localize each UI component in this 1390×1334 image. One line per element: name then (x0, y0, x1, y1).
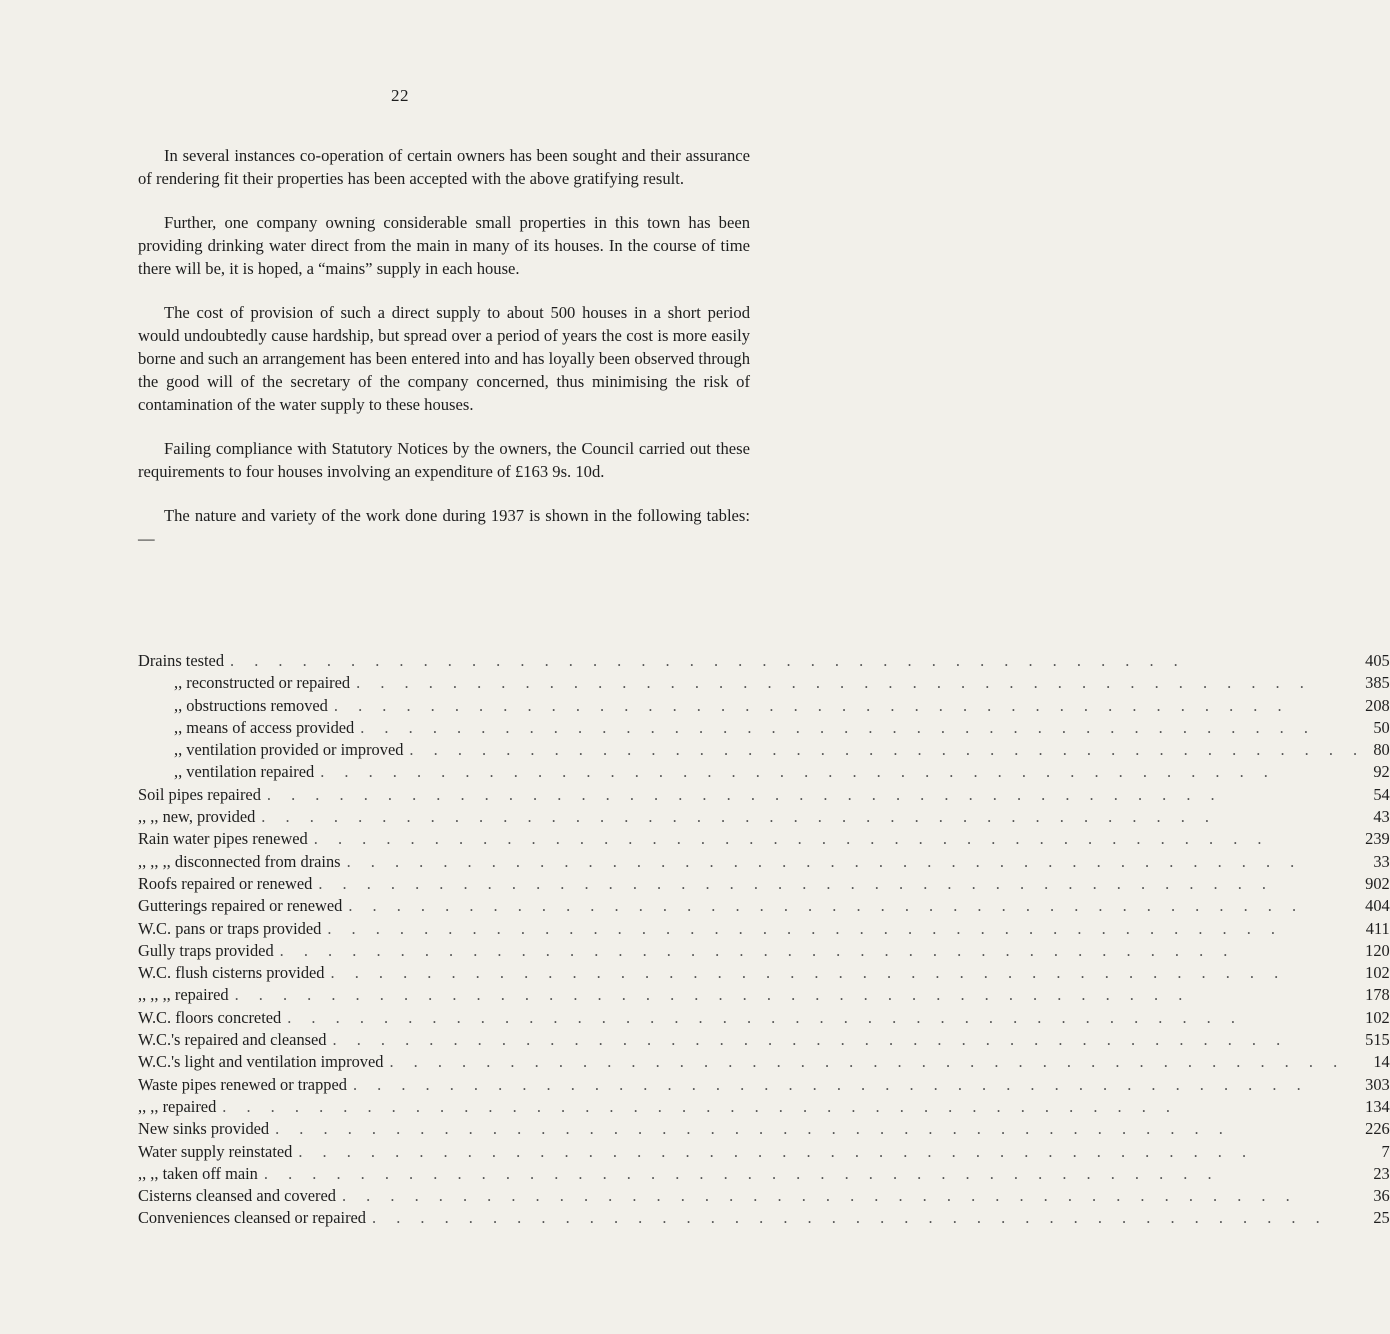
work-item-label: Soil pipes repaired (138, 785, 267, 804)
table-row (138, 672, 1390, 694)
paragraph: Failing compliance with Statutory Notices by the owners, the Council carried out these requirements to four houses involving an expenditure of £163 9s. 10d. (138, 439, 750, 481)
work-item-cell (138, 940, 1365, 962)
table-row (138, 828, 1390, 850)
work-item-cell (138, 1141, 1365, 1163)
work-item-cell (138, 1207, 1365, 1229)
dot-leader: . . . . . . . . . . . . . . . . . . . . . . . . . . . . . . . . . . . . . . . . (275, 1119, 1231, 1139)
dot-leader: . . . . . . . . . . . . . . . . . . . . . . . . . . . . . . . . . . . . . . . . (360, 717, 1316, 737)
work-item-count: 515 (1365, 1030, 1390, 1050)
table-row (138, 806, 1390, 828)
work-item-count: 43 (1373, 807, 1390, 827)
work-item-label: Conveniences cleansed or repaired (138, 1208, 372, 1227)
work-item-count: 33 (1373, 851, 1390, 871)
dot-leader: . . . . . . . . . . . . . . . . . . . . . . . . . . . . . . . . . . . . . . . . (263, 1163, 1220, 1183)
dot-leader: . . . . . . . . . . . . . . . . . . . . . . . . . . . . . . . . . . . . . . . . (352, 1074, 1309, 1094)
work-item-cell (138, 873, 1365, 895)
work-item-cell (138, 1007, 1365, 1029)
table-row (138, 962, 1390, 984)
work-item-cell (138, 984, 1365, 1006)
work-item-cell (138, 784, 1365, 806)
table-row (138, 1096, 1390, 1118)
dot-leader: . . . . . . . . . . . . . . . . . . . . . . . . . . . . . . . . . . . . . . . . (261, 807, 1218, 827)
table-row (138, 984, 1390, 1006)
table-row (138, 761, 1390, 783)
work-item-label: ,, ventilation repaired (174, 762, 320, 781)
dot-leader: . . . . . . . . . . . . . . . . . . . . . . . . . . . . . . . . . . . . . . . . (230, 651, 1186, 670)
work-item-count: 50 (1373, 717, 1390, 737)
dot-leader: . . . . . . . . . . . . . . . . . . . . . . . . . . . . . . . . . . . . . . . . (318, 873, 1275, 893)
work-item-count: 303 (1365, 1074, 1390, 1094)
work-item-label: Cisterns cleansed and covered (138, 1186, 342, 1205)
paragraph: Further, one company owning considerable small properties in this town has been providing drinking water direct from the main in many of its houses. In the course of time there will be, it is hoped, a “mains” supply in each house. (138, 213, 750, 278)
work-item-cell (138, 1163, 1365, 1185)
work-item-count: 14 (1373, 1052, 1390, 1072)
work-item-cell (138, 739, 1365, 761)
work-item-label: New sinks provided (138, 1119, 275, 1138)
dot-leader: . . . . . . . . . . . . . . . . . . . . . . . . . . . . . . . . . . . . . . . . (327, 918, 1284, 938)
work-item-cell (138, 962, 1365, 984)
table-row (138, 1029, 1390, 1051)
work-item-count: 102 (1365, 1007, 1390, 1027)
work-item-count: 385 (1365, 673, 1390, 693)
work-item-label: ,, ,, repaired (138, 1097, 222, 1116)
work-item-cell (138, 761, 1365, 783)
page-number: 22 (391, 86, 409, 105)
work-item-label: Roofs repaired or renewed (138, 874, 318, 893)
dot-leader: . . . . . . . . . . . . . . . . . . . . . . . . . . . . . . . . . . . . . . . . (333, 695, 1290, 715)
work-item-cell (138, 717, 1365, 739)
work-item-label: Water supply reinstated (138, 1142, 298, 1161)
dot-leader: . . . . . . . . . . . . . . . . . . . . . . . . . . . . . . . . . . . . . . . . (348, 896, 1305, 916)
paragraph: The cost of provision of such a direct supply to about 500 houses in a short period would undoubtedly cause hardship, but spread over a period of years the cost is more easily borne and such an arrangement has been entered into and has loyally been observed through the good will of the secretary of the company concerned, thus minimising the risk of contamination of the water supply to these houses. (138, 303, 750, 414)
work-item-label: W.C. pans or traps provided (138, 919, 327, 938)
work-item-count: 23 (1373, 1163, 1390, 1183)
work-item-cell (138, 806, 1365, 828)
work-item-cell (138, 895, 1365, 917)
table-row (138, 1118, 1390, 1140)
table-row (138, 1207, 1390, 1229)
work-item-count: 102 (1365, 963, 1390, 983)
work-item-label: ,, reconstructed or repaired (174, 673, 356, 692)
work-item-label: Waste pipes renewed or trapped (138, 1075, 353, 1094)
work-item-count: 120 (1365, 940, 1390, 960)
work-item-count: 411 (1365, 918, 1390, 938)
dot-leader: . . . . . . . . . . . . . . . . . . . . . . . . . . . . . . . . . . . . . . . . (332, 1030, 1289, 1050)
dot-leader: . . . . . . . . . . . . . . . . . . . . . . . . . . . . . . . . . . . . . . . . (287, 1007, 1243, 1027)
dot-leader: . . . . . . . . . . . . . . . . . . . . . . . . . . . . . . . . . . . . . . . . (330, 963, 1287, 983)
table-row (138, 739, 1390, 761)
table-row (138, 1185, 1390, 1207)
work-item-label: Drains tested (138, 651, 230, 670)
table-row (138, 851, 1390, 873)
work-item-count: 404 (1365, 896, 1390, 916)
work-item-label: Rain water pipes renewed (138, 829, 314, 848)
table-row (138, 1007, 1390, 1029)
work-item-cell (138, 1074, 1365, 1096)
work-item-label: ,, obstructions removed (174, 696, 334, 715)
work-item-count: 36 (1373, 1186, 1390, 1206)
work-item-cell (138, 1096, 1365, 1118)
table-row (138, 695, 1390, 717)
dot-leader: . . . . . . . . . . . . . . . . . . . . . . . . . . . . . . . . . . . . . . . . (409, 740, 1366, 760)
work-item-count: 92 (1373, 762, 1390, 782)
work-item-label: ,, ventilation provided or improved (174, 740, 409, 759)
work-item-label: ,, means of access provided (174, 718, 360, 737)
table-row (138, 717, 1390, 739)
table-row (138, 940, 1390, 962)
dot-leader: . . . . . . . . . . . . . . . . . . . . . . . . . . . . . . . . . . . . . . . . (313, 829, 1270, 849)
table-row (138, 1141, 1390, 1163)
table-row (138, 873, 1390, 895)
work-item-label: Gutterings repaired or renewed (138, 896, 348, 915)
work-item-count: 902 (1365, 873, 1390, 893)
table-row (138, 650, 1390, 672)
work-item-label: ,, ,, ,, disconnected from drains (138, 852, 347, 871)
work-item-label: W.C. floors concreted (138, 1008, 287, 1027)
work-item-cell (138, 1051, 1365, 1073)
body-text (138, 144, 750, 564)
work-item-label: ,, ,, taken off main (138, 1164, 264, 1183)
work-item-cell (138, 695, 1365, 717)
work-item-count: 208 (1365, 695, 1390, 715)
work-item-label: W.C.'s repaired and cleansed (138, 1030, 333, 1049)
work-item-count: 226 (1365, 1119, 1390, 1139)
work-rows (138, 650, 1390, 1230)
dot-leader: . . . . . . . . . . . . . . . . . . . . . . . . . . . . . . . . . . . . . . . . (346, 851, 1303, 871)
work-item-cell (138, 828, 1365, 850)
dot-leader: . . . . . . . . . . . . . . . . . . . . . . . . . . . . . . . . . . . . . . . . (356, 673, 1312, 693)
dot-leader: . . . . . . . . . . . . . . . . . . . . . . . . . . . . . . . . . . . . . . . . (372, 1208, 1328, 1228)
dot-leader: . . . . . . . . . . . . . . . . . . . . . . . . . . . . . . . . . . . . . . . . (298, 1141, 1255, 1161)
work-item-label: ,, ,, new, provided (138, 807, 261, 826)
table-intro: The nature and variety of the work done during 1937 is shown in the following tables:— (138, 506, 750, 548)
work-item-label: ,, ,, ,, repaired (138, 985, 235, 1004)
work-item-cell (138, 672, 1365, 694)
dot-leader: . . . . . . . . . . . . . . . . . . . . . . . . . . . . . . . . . . . . . . . . (279, 940, 1236, 960)
work-done-table (138, 650, 1390, 1230)
table-row (138, 1074, 1390, 1096)
work-item-cell (138, 1185, 1365, 1207)
work-item-cell (138, 1118, 1365, 1140)
work-item-count: 178 (1365, 985, 1390, 1005)
work-item-count: 134 (1365, 1096, 1390, 1116)
paragraph: In several instances co-operation of certain owners has been sought and their assurance of rendering fit their properties has been accepted with the above gratifying result. (138, 146, 750, 188)
work-item-count: 25 (1373, 1208, 1390, 1228)
dot-leader: . . . . . . . . . . . . . . . . . . . . . . . . . . . . . . . . . . . . . . . . (320, 762, 1276, 782)
work-item-cell (138, 1029, 1365, 1051)
dot-leader: . . . . . . . . . . . . . . . . . . . . . . . . . . . . . . . . . . . . . . . . (341, 1186, 1298, 1206)
work-item-cell (138, 851, 1365, 873)
dot-leader: . . . . . . . . . . . . . . . . . . . . . . . . . . . . . . . . . . . . . . . . (222, 1096, 1178, 1116)
work-item-cell (138, 650, 1365, 672)
work-item-label: Gully traps provided (138, 941, 280, 960)
dot-leader: . . . . . . . . . . . . . . . . . . . . . . . . . . . . . . . . . . . . . . . . (266, 784, 1223, 804)
dot-leader: . . . . . . . . . . . . . . . . . . . . . . . . . . . . . . . . . . . . . . . . (389, 1052, 1346, 1072)
table-row (138, 784, 1390, 806)
work-item-count: 54 (1373, 784, 1390, 804)
work-item-count: 7 (1381, 1141, 1390, 1161)
table-row (138, 1051, 1390, 1073)
work-item-label: W.C. flush cisterns provided (138, 963, 331, 982)
work-item-count: 405 (1365, 651, 1390, 670)
table-row (138, 1163, 1390, 1185)
table-row (138, 918, 1390, 940)
work-item-label: W.C.'s light and ventilation improved (138, 1052, 389, 1071)
work-item-count: 80 (1373, 740, 1390, 760)
work-item-count: 239 (1365, 829, 1390, 849)
work-item-cell (138, 918, 1365, 940)
dot-leader: . . . . . . . . . . . . . . . . . . . . . . . . . . . . . . . . . . . . . . . . (234, 985, 1191, 1005)
table-row (138, 895, 1390, 917)
